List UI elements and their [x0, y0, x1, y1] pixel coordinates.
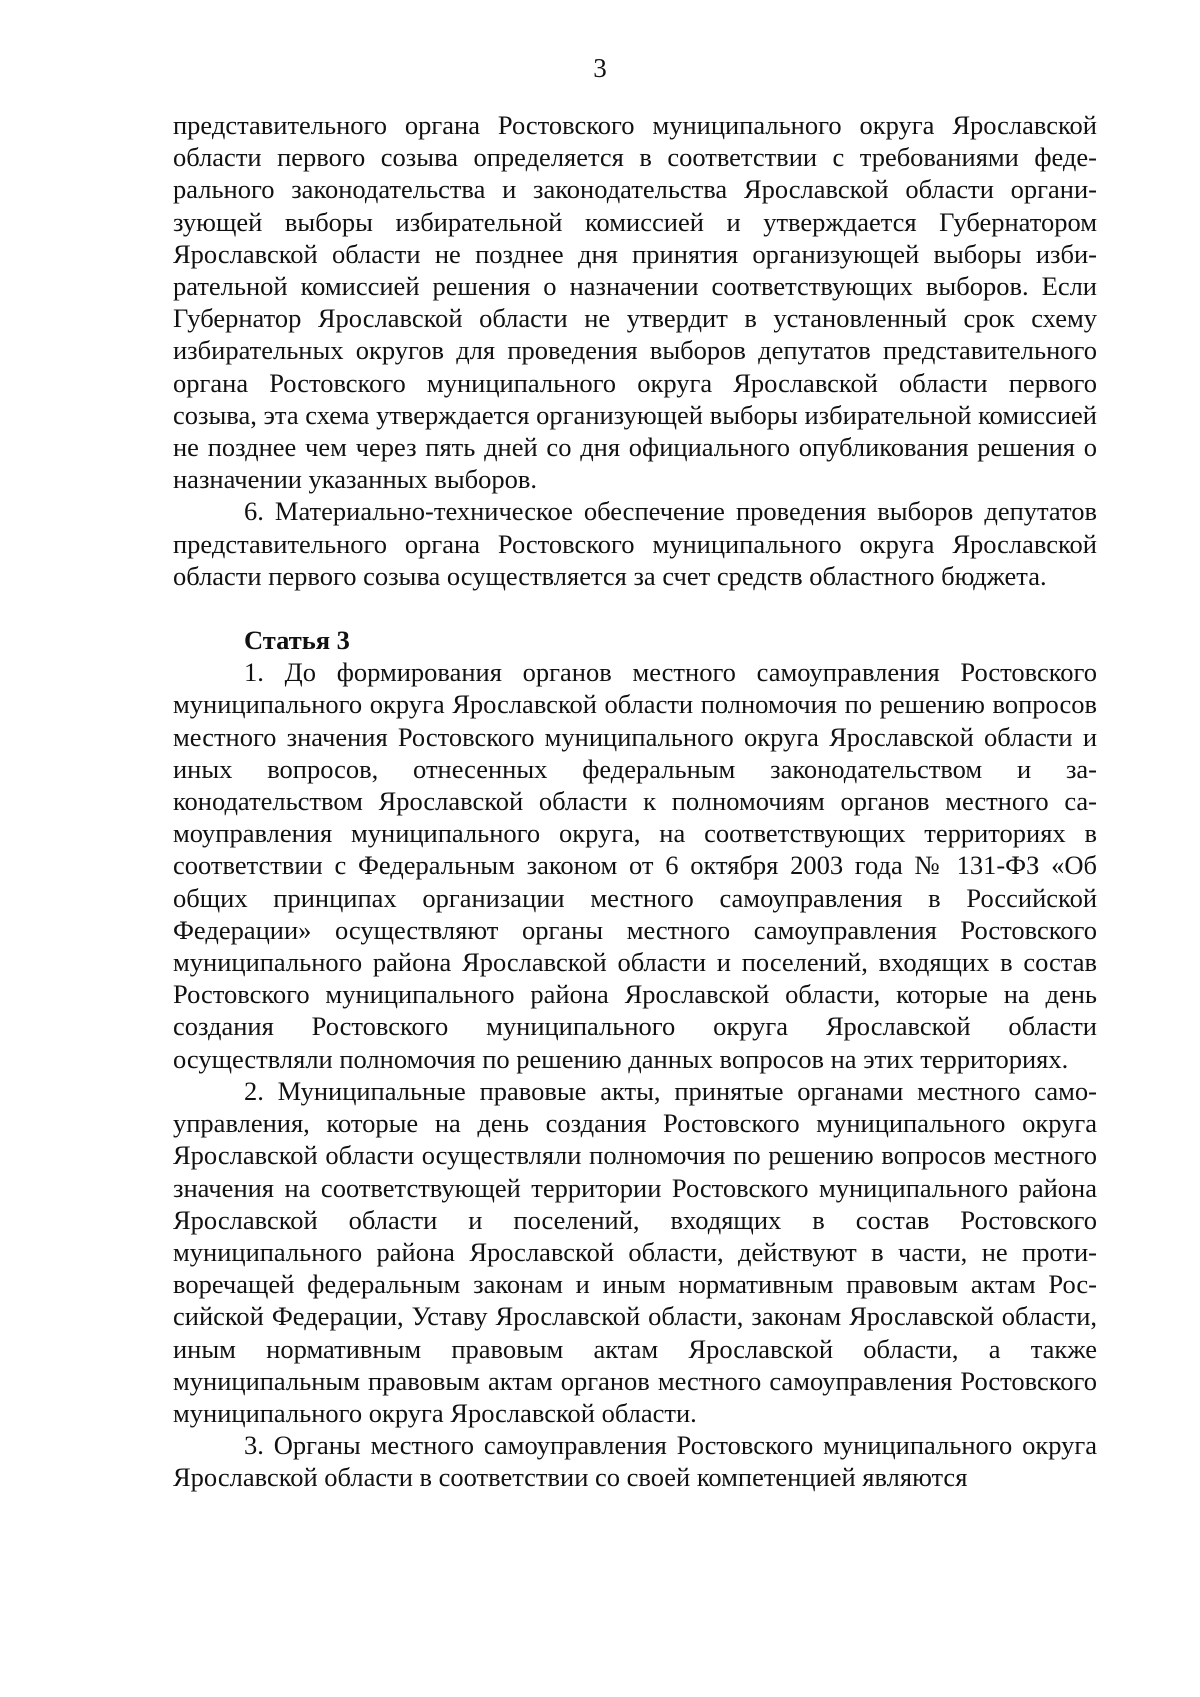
article-3-item-2-paragraph: 2. Муниципальные правовые акты, принятые органами местного самоуправления, которые на день создания Ростовского муниципального округа Ярославской области осуществляли полномочия по решению вопросов местного значения на соответствующей территории Ростовского муниципального района Ярославской области и поселений, входящих в состав Ростовского муниципального района Ярославской области, действуют в части, не противоречащей федеральным законам и иным нормативным правовым актам Российской Федерации, Уставу Ярославской области, законам Ярославской области, иным нормативным правовым актам Ярославской области, а также муниципальным правовым актам органов местного самоуправления Ростовского муниципального округа Ярославской области. — [173, 1075, 1097, 1428]
article-3-heading: Статья 3 — [244, 625, 350, 656]
article-3-item-1-paragraph: 1. До формирования органов местного самоуправления Ростовского муниципального округа Ярославской области полномочия по решению вопросов местного значения Ростовского муниципального округа Ярославской области и иных вопросов, отнесенных федеральным законодательством и законодательством Ярославской области к полномочиям органов местного самоуправления муниципального округа, на соответствующих территориях в соответствии с Федеральным законом от 6 октября 2003 года № 131-ФЗ «Об общих принципах организации местного самоуправления в Российской Федерации» осуществляют органы местного самоуправления Ростовского муниципального района Ярославской области и поселений, входящих в состав Ростовского муниципального района Ярославской области, которые на день создания Ростовского муниципального округа Ярославской области осуществляли полномочия по решению данных вопросов на этих территориях. — [173, 657, 1097, 1074]
document-body — [173, 109, 1097, 1494]
article-2-continuation-paragraph: представительного органа Ростовского муниципального округа Ярославской области первого созыва определяется в соответствии с требованиями федерального законодательства и законодательства Ярославской области организующей выборы избирательной комиссией и утверждается Губернатором Ярославской области не позднее дня принятия организующей выборы избирательной комиссией решения о назначении соответствующих выборов. Если Губернатор Ярославской области не утвердит в установленный срок схему избирательных округов для проведения выборов депутатов представительного органа Ростовского муниципального округа Ярославской области первого созыва, эта схема утверждается организующей выборы избирательной комиссией не позднее чем через пять дней со дня официального опубликования решения о назначении указанных выборов. — [173, 110, 1097, 495]
article-3-item-3-paragraph: 3. Органы местного самоуправления Ростовского муниципального округа Ярославской области в соответствии со своей компетенцией являются — [173, 1430, 1097, 1493]
page-number: 3 — [593, 53, 607, 83]
article-2-item-6-paragraph: 6. Материально-техническое обеспечение проведения выборов депутатов представительного органа Ростовского муниципального округа Ярославской области первого созыва осуществляется за счет средств областного бюджета. — [173, 496, 1097, 591]
